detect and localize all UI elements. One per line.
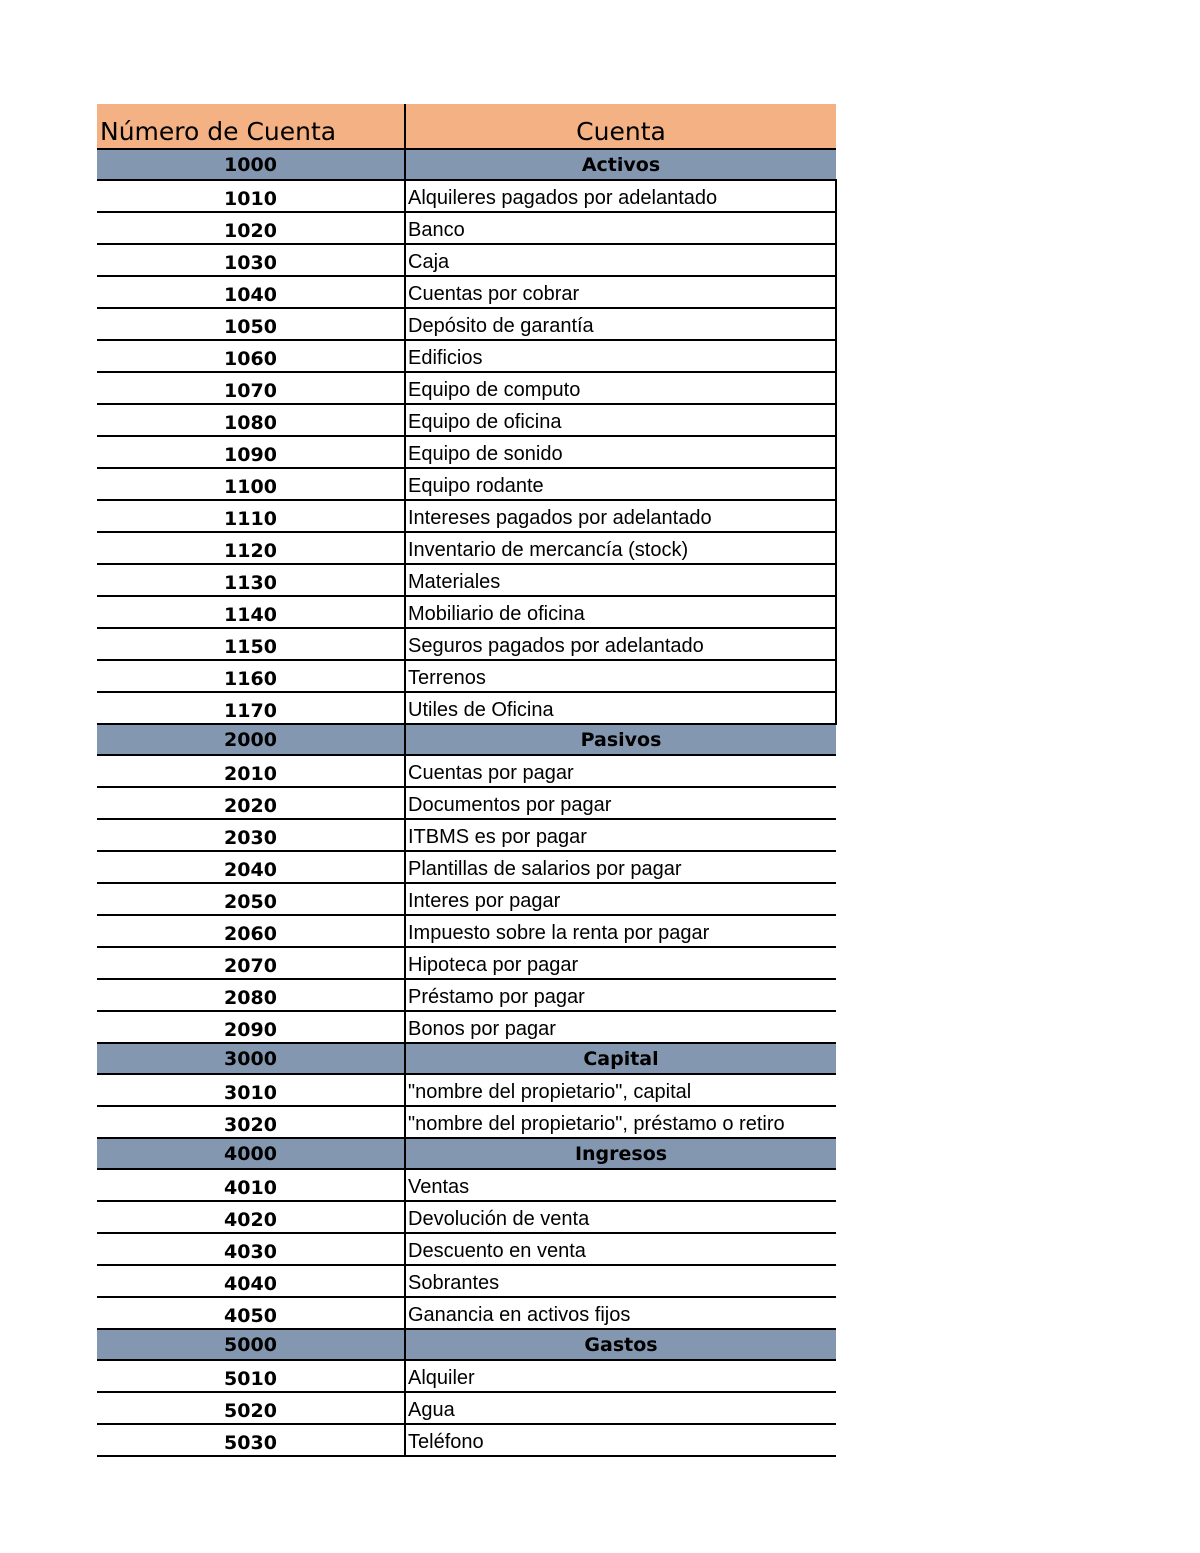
account-name: Banco	[405, 212, 836, 244]
account-code: 1030	[97, 244, 405, 276]
account-name: ITBMS es por pagar	[405, 819, 836, 851]
account-name: Edificios	[405, 340, 836, 372]
account-code: 1120	[97, 532, 405, 564]
account-code: 1040	[97, 276, 405, 308]
account-code: 1150	[97, 628, 405, 660]
account-row	[97, 212, 836, 244]
account-name: Intereses pagados por adelantado	[405, 500, 836, 532]
account-code: 2090	[97, 1011, 405, 1043]
account-row	[97, 1233, 836, 1265]
account-name: Documentos por pagar	[405, 787, 836, 819]
account-name: Inventario de mercancía (stock)	[405, 532, 836, 564]
category-row	[97, 1138, 836, 1169]
account-row	[97, 819, 836, 851]
account-code: 1160	[97, 660, 405, 692]
account-code: 1060	[97, 340, 405, 372]
account-row	[97, 660, 836, 692]
account-name: Bonos por pagar	[405, 1011, 836, 1043]
account-name: Terrenos	[405, 660, 836, 692]
account-row	[97, 596, 836, 628]
account-row	[97, 1201, 836, 1233]
account-row	[97, 180, 836, 212]
account-name: Equipo rodante	[405, 468, 836, 500]
category-name: Pasivos	[405, 724, 836, 755]
account-code: 1080	[97, 404, 405, 436]
account-name: Ventas	[405, 1169, 836, 1201]
account-row	[97, 244, 836, 276]
account-name: Préstamo por pagar	[405, 979, 836, 1011]
account-name: Plantillas de salarios por pagar	[405, 851, 836, 883]
header-account-number: Número de Cuenta	[97, 104, 405, 149]
account-name: Equipo de computo	[405, 372, 836, 404]
account-row	[97, 1106, 836, 1138]
account-code: 3020	[97, 1106, 405, 1138]
account-code: 1050	[97, 308, 405, 340]
account-name: Devolución de venta	[405, 1201, 836, 1233]
category-name: Capital	[405, 1043, 836, 1074]
category-row	[97, 1329, 836, 1360]
account-code: 1130	[97, 564, 405, 596]
account-row	[97, 1392, 836, 1424]
account-name: Teléfono	[405, 1424, 836, 1456]
category-code: 5000	[97, 1329, 405, 1360]
account-name: Hipoteca por pagar	[405, 947, 836, 979]
account-code: 3010	[97, 1074, 405, 1106]
account-code: 2010	[97, 755, 405, 787]
account-row	[97, 404, 836, 436]
account-code: 1070	[97, 372, 405, 404]
account-code: 4020	[97, 1201, 405, 1233]
account-code: 2050	[97, 883, 405, 915]
account-row	[97, 947, 836, 979]
account-row	[97, 979, 836, 1011]
account-row	[97, 1424, 836, 1456]
account-name: Equipo de oficina	[405, 404, 836, 436]
account-code: 2070	[97, 947, 405, 979]
category-code: 4000	[97, 1138, 405, 1169]
account-name: Cuentas por pagar	[405, 755, 836, 787]
account-code: 2060	[97, 915, 405, 947]
account-code: 4040	[97, 1265, 405, 1297]
account-name: Seguros pagados por adelantado	[405, 628, 836, 660]
account-row	[97, 883, 836, 915]
account-code: 4010	[97, 1169, 405, 1201]
account-name: Mobiliario de oficina	[405, 596, 836, 628]
category-name: Gastos	[405, 1329, 836, 1360]
category-name: Activos	[405, 149, 836, 180]
category-code: 2000	[97, 724, 405, 755]
account-code: 2080	[97, 979, 405, 1011]
account-name: Equipo de sonido	[405, 436, 836, 468]
account-code: 4050	[97, 1297, 405, 1329]
category-row	[97, 149, 836, 180]
account-name: Cuentas por cobrar	[405, 276, 836, 308]
account-row	[97, 372, 836, 404]
account-code: 1100	[97, 468, 405, 500]
chart-of-accounts-table	[97, 104, 837, 1457]
account-row	[97, 276, 836, 308]
account-name: "nombre del propietario", préstamo o retiro	[405, 1106, 836, 1138]
account-row	[97, 787, 836, 819]
account-code: 1020	[97, 212, 405, 244]
account-row	[97, 564, 836, 596]
account-row	[97, 1074, 836, 1106]
category-code: 1000	[97, 149, 405, 180]
account-code: 2020	[97, 787, 405, 819]
account-name: Alquiler	[405, 1360, 836, 1392]
table-body	[97, 104, 836, 1456]
account-code: 2030	[97, 819, 405, 851]
account-row	[97, 1360, 836, 1392]
account-row	[97, 1265, 836, 1297]
account-code: 5010	[97, 1360, 405, 1392]
account-row	[97, 532, 836, 564]
account-code: 1110	[97, 500, 405, 532]
account-code: 5030	[97, 1424, 405, 1456]
account-name: Interes por pagar	[405, 883, 836, 915]
account-row	[97, 1297, 836, 1329]
account-name: Ganancia en activos fijos	[405, 1297, 836, 1329]
account-code: 1090	[97, 436, 405, 468]
account-row	[97, 436, 836, 468]
account-row	[97, 692, 836, 724]
account-row	[97, 628, 836, 660]
header-account-name: Cuenta	[405, 104, 836, 149]
account-name: Depósito de garantía	[405, 308, 836, 340]
category-row	[97, 724, 836, 755]
account-name: Sobrantes	[405, 1265, 836, 1297]
account-row	[97, 468, 836, 500]
account-name: Materiales	[405, 564, 836, 596]
account-name: Descuento en venta	[405, 1233, 836, 1265]
category-name: Ingresos	[405, 1138, 836, 1169]
account-code: 4030	[97, 1233, 405, 1265]
account-code: 1140	[97, 596, 405, 628]
account-name: Agua	[405, 1392, 836, 1424]
account-code: 1010	[97, 180, 405, 212]
account-row	[97, 915, 836, 947]
account-row	[97, 340, 836, 372]
account-row	[97, 500, 836, 532]
account-name: Impuesto sobre la renta por pagar	[405, 915, 836, 947]
account-name: Caja	[405, 244, 836, 276]
account-name: Alquileres pagados por adelantado	[405, 180, 836, 212]
account-code: 1170	[97, 692, 405, 724]
account-row	[97, 755, 836, 787]
account-name: "nombre del propietario", capital	[405, 1074, 836, 1106]
account-row	[97, 308, 836, 340]
category-code: 3000	[97, 1043, 405, 1074]
account-row	[97, 1011, 836, 1043]
category-row	[97, 1043, 836, 1074]
account-row	[97, 1169, 836, 1201]
account-code: 5020	[97, 1392, 405, 1424]
header-row	[97, 104, 836, 149]
account-name: Utiles de Oficina	[405, 692, 836, 724]
account-code: 2040	[97, 851, 405, 883]
account-row	[97, 851, 836, 883]
